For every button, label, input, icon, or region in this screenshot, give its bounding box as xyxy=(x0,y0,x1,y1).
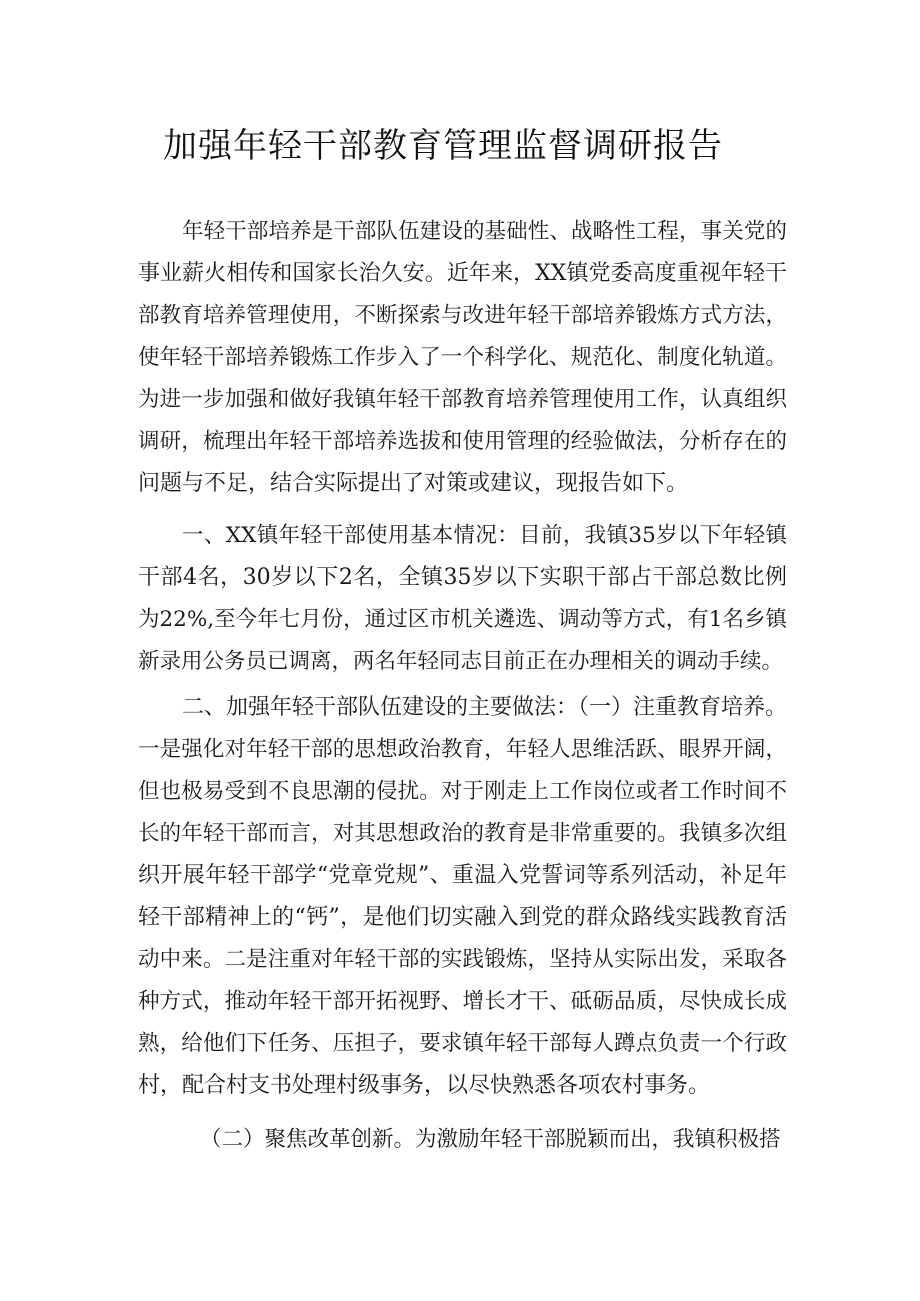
paragraph-4-line-1: （二）聚焦改革创新。为激励年轻干部脱颖而出，我镇积极搭 xyxy=(200,1127,781,1152)
paragraph-2-line-2: 干部4名，30岁以下2名，全镇35岁以下实职干部占干部总数比例 xyxy=(138,565,787,590)
paragraph-3-line-1: 二、加强年轻干部队伍建设的主要做法：（一）注重教育培养。 xyxy=(182,695,787,720)
paragraph-3-line-4: 长的年轻干部而言，对其思想政治的教育是非常重要的。我镇多次组 xyxy=(138,821,787,846)
paragraph-3-line-3: 但也极易受到不良思潮的侵扰。对于刚走上工作岗位或者工作时间不 xyxy=(138,779,787,804)
document-title: 加强年轻干部教育管理监督调研报告 xyxy=(163,126,723,166)
paragraph-3-line-2: 一是强化对年轻干部的思想政治教育，年轻人思维活跃、眼界开阔， xyxy=(138,737,787,762)
paragraph-2-line-3: 为22%,至今年七月份，通过区市机关遴选、调动等方式，有1名乡镇 xyxy=(138,607,787,632)
paragraph-3-line-10: 村，配合村支书处理村级事务，以尽快熟悉各项农村事务。 xyxy=(138,1073,711,1098)
paragraph-1-line-1: 年轻干部培养是干部队伍建设的基础性、战略性工程，事关党的 xyxy=(182,219,787,244)
paragraph-3-line-5: 织开展年轻干部学“党章党规”、重温入党誓词等系列活动，补足年 xyxy=(138,863,787,888)
paragraph-1-line-5: 为进一步加强和做好我镇年轻干部教育培养管理使用工作，认真组织 xyxy=(138,387,787,412)
paragraph-1-line-2: 事业薪火相传和国家长治久安。近年来，XX镇党委高度重视年轻干 xyxy=(138,261,787,286)
paragraph-3-line-8: 种方式，推动年轻干部开拓视野、增长才干、砥砺品质，尽快成长成 xyxy=(138,989,787,1014)
paragraph-1-line-6: 调研，梳理出年轻干部培养选拔和使用管理的经验做法，分析存在的 xyxy=(138,429,787,454)
paragraph-1-line-3: 部教育培养管理使用，不断探索与改进年轻干部培养锻炼方式方法， xyxy=(138,303,787,328)
paragraph-2-line-4: 新录用公务员已调离，两名年轻同志目前正在办理相关的调动手续。 xyxy=(138,649,784,674)
paragraph-1-line-4: 使年轻干部培养锻炼工作步入了一个科学化、规范化、制度化轨道。 xyxy=(138,345,787,370)
paragraph-2-line-1: 一、XX镇年轻干部使用基本情况：目前，我镇35岁以下年轻镇 xyxy=(182,523,787,548)
paragraph-3-line-6: 轻干部精神上的“钙”，是他们切实融入到党的群众路线实践教育活 xyxy=(138,905,787,930)
paragraph-3-line-9: 熟，给他们下任务、压担子，要求镇年轻干部每人蹲点负责一个行政 xyxy=(138,1031,787,1056)
paragraph-1-line-7: 问题与不足，结合实际提出了对策或建议，现报告如下。 xyxy=(138,471,689,496)
paragraph-3-line-7: 动中来。二是注重对年轻干部的实践锻炼，坚持从实际出发，采取各 xyxy=(138,947,787,972)
